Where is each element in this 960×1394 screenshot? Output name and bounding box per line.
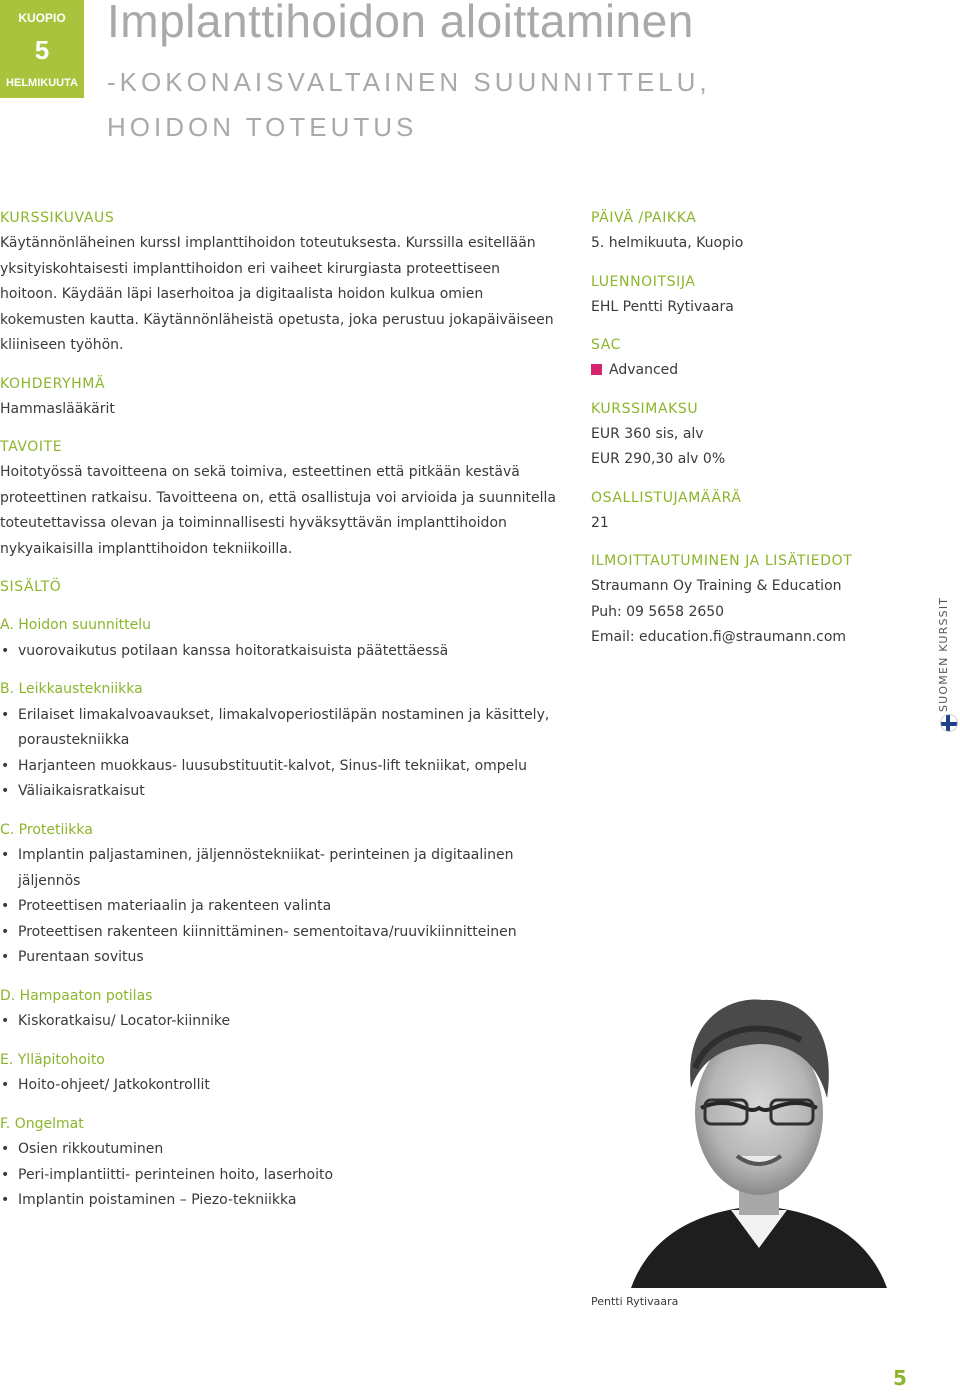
photo-caption: Pentti Rytivaara bbox=[591, 1295, 679, 1308]
ilmoittautuminen-heading: ILMOITTAUTUMINEN JA LISÄTIEDOT bbox=[591, 553, 853, 569]
list-item: • Väliaikaisratkaisut bbox=[0, 779, 572, 805]
tavoite-heading: TAVOITE bbox=[0, 439, 63, 455]
kurssimaksu-heading: KURSSIMAKSU bbox=[591, 400, 699, 417]
list-item: • Kiskoratkaisu/ Locator-kiinnike bbox=[0, 1009, 572, 1035]
tavoite-line: nykyaikaisilla implanttihoidon tekniikoilla. bbox=[0, 540, 293, 557]
kurssikuvaus-line: yksityiskohtaisesti implanttihoidon eri vaiheet kirurgiasta proteettiseen bbox=[0, 260, 500, 277]
list-item: • Implantin paljastaminen, jäljennöstekniikat- perinteinen ja digitaalinen jäljennös bbox=[0, 843, 572, 894]
luennoitsija-heading: LUENNOITSIJA bbox=[591, 273, 696, 290]
list-item: • Harjanteen muokkaus- luusubstituutit-kalvot, Sinus-lift tekniikat, ompelu bbox=[0, 754, 572, 780]
section-title-a: A. Hoidon suunnittelu bbox=[0, 617, 152, 633]
page-number: 5 bbox=[893, 1366, 907, 1390]
paiva-heading: PÄIVÄ /PAIKKA bbox=[591, 210, 697, 226]
kurssikuvaus-line: kokemusten kautta. Käytännönläheistä opetusta, joka perustuu jokapäiväiseen bbox=[0, 311, 554, 328]
side-label: SUOMEN KURSSIT bbox=[937, 596, 950, 712]
date-box bbox=[0, 0, 84, 98]
sac-square-icon bbox=[591, 364, 602, 375]
kurssikuvaus-heading: KURSSIKUVAUS bbox=[0, 210, 115, 226]
kohderyhma-text: Hammaslääkärit bbox=[0, 400, 115, 417]
luennoitsija-text: EHL Pentti Rytivaara bbox=[591, 298, 734, 315]
list-item: • Purentaan sovitus bbox=[0, 945, 572, 971]
contact-phone: Puh: 09 5658 2650 bbox=[591, 603, 725, 620]
section-title-f: F. Ongelmat bbox=[0, 1115, 84, 1132]
kurssimaksu-line: EUR 360 sis, alv bbox=[591, 425, 704, 442]
right-column bbox=[591, 206, 901, 651]
list-item: • Implantin poistaminen – Piezo-tekniikka bbox=[0, 1188, 572, 1214]
list-item: • Peri-implantiitti- perinteinen hoito, laserhoito bbox=[0, 1163, 572, 1189]
section-title-d: D. Hampaaton potilas bbox=[0, 987, 153, 1004]
subtitle-line-2: HOIDON TOTEUTUS bbox=[107, 112, 418, 142]
subtitle-line-1: -KOKONAISVALTAINEN SUUNNITTELU, bbox=[107, 67, 711, 97]
kurssimaksu-line: EUR 290,30 alv 0% bbox=[591, 451, 726, 467]
sisalto-heading: SISÄLTÖ bbox=[0, 579, 62, 595]
list-item: • vuorovaikutus potilaan kanssa hoitoratkaisuista päätettäessä bbox=[0, 639, 572, 665]
osallistuja-text: 21 bbox=[591, 514, 609, 531]
list-item: • Erilaiset limakalvoavaukset, limakalvoperiostiläpän nostaminen ja käsittely, poraustekniikka bbox=[0, 703, 572, 754]
sac-level bbox=[591, 358, 901, 384]
section-title-e: E. Ylläpitohoito bbox=[0, 1051, 105, 1068]
section-title-b: B. Leikkaustekniikka bbox=[0, 681, 143, 697]
kurssikuvaus-line: kliiniseen työhön. bbox=[0, 337, 124, 353]
lecturer-photo bbox=[591, 948, 927, 1288]
list-item: • Proteettisen rakenteen kiinnittäminen- sementoitava/ruuvikiinnitteinen bbox=[0, 920, 572, 946]
paiva-text: 5. helmikuuta, Kuopio bbox=[591, 235, 744, 251]
contact-email: Email: education.fi@straumann.com bbox=[591, 629, 847, 645]
sac-heading: SAC bbox=[591, 337, 622, 353]
sac-text: Advanced bbox=[609, 362, 679, 378]
tavoite-line: proteettinen ratkaisu. Tavoitteena on, että osallistuja voi arvioida ja suunnitella bbox=[0, 489, 556, 506]
osallistuja-heading: OSALLISTUJAMÄÄRÄ bbox=[591, 489, 742, 506]
kurssikuvaus-line: hoitoon. Käydään läpi laserhoitoa ja digitaalista hoidon kulkua omien bbox=[0, 286, 484, 302]
kohderyhma-heading: KOHDERYHMÄ bbox=[0, 375, 106, 392]
finland-flag-icon bbox=[940, 714, 958, 732]
contact-line: Straumann Oy Training & Education bbox=[591, 578, 842, 594]
date-month: HELMIKUUTA bbox=[6, 77, 78, 89]
list-item: • Hoito-ohjeet/ Jatkokontrollit bbox=[0, 1073, 572, 1099]
page-subtitle bbox=[107, 60, 711, 150]
list-item: • Proteettisen materiaalin ja rakenteen valinta bbox=[0, 894, 572, 920]
list-item: • Osien rikkoutuminen bbox=[0, 1137, 572, 1163]
tavoite-line: toteutettavissa olevan ja toiminnallisesti hyväksyttävän implanttihoidon bbox=[0, 515, 507, 531]
date-day: 5 bbox=[34, 35, 50, 65]
kurssikuvaus-line: Käytännönläheinen kurssI implanttihoidon toteutuksesta. Kurssilla esitellään bbox=[0, 235, 536, 251]
page-title: Implanttihoidon aloittaminen bbox=[107, 0, 694, 47]
left-column bbox=[0, 206, 572, 1214]
section-title-c: C. Protetiikka bbox=[0, 821, 93, 838]
tavoite-line: Hoitotyössä tavoitteena on sekä toimiva, esteettinen että pitkään kestävä bbox=[0, 464, 520, 480]
date-city: KUOPIO bbox=[18, 11, 66, 25]
